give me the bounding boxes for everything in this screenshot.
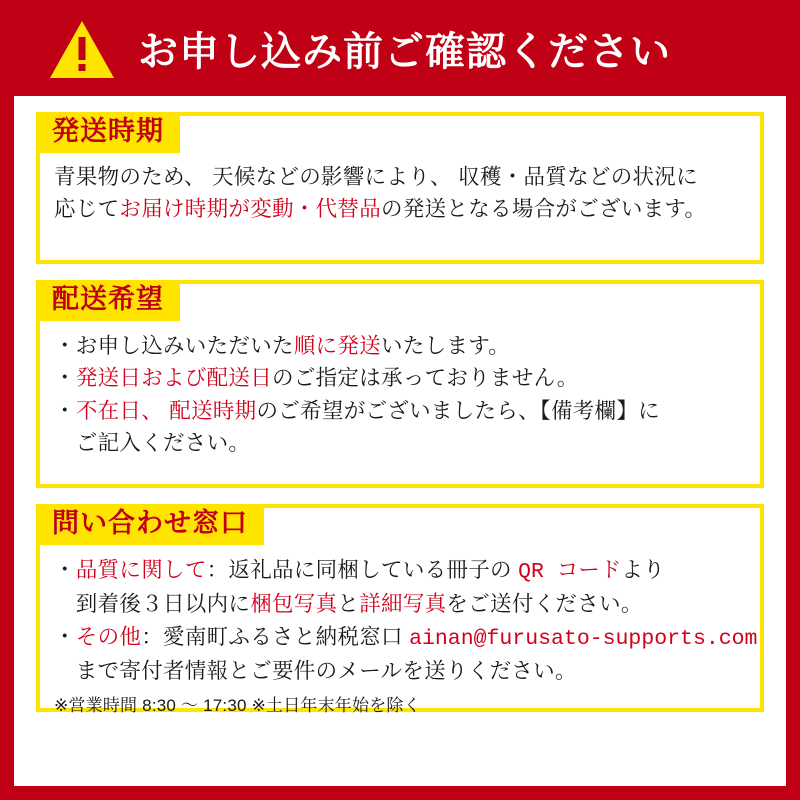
text-run: より (621, 558, 665, 582)
text-run-highlight: その他 (75, 624, 142, 649)
text-run-highlight: 順に発送 (293, 334, 382, 358)
text-run: ：返礼品に同梱している冊子の (206, 558, 519, 582)
text-run-highlight: お届け時期が変動・代替品 (119, 196, 382, 221)
text-line (54, 162, 746, 194)
text-run: ・ (54, 558, 76, 582)
section-content (54, 538, 758, 716)
section-content (54, 314, 746, 459)
warning-triangle-icon (48, 19, 116, 81)
list-item (54, 330, 746, 362)
text-run: まで寄付者情報とご要件のメールを送りください。 (54, 658, 577, 683)
section-contact-desk (36, 504, 764, 715)
list-item-continuation (54, 588, 746, 620)
contact-email[interactable]: ainan@furusato-supports.com (409, 626, 758, 651)
poster-header (0, 0, 800, 96)
section-title: 配送希望 (36, 280, 180, 321)
text-run-highlight: 不在日、 配送時期 (75, 398, 257, 423)
text-run: の発送となる場合がございます。 (381, 196, 707, 221)
section-shipping-period (36, 112, 764, 264)
section-title: 発送時期 (36, 112, 180, 153)
text-run-highlight: 発送日および配送日 (75, 366, 273, 391)
text-run: と (337, 592, 360, 617)
list-item-continuation (54, 427, 746, 459)
text-line (54, 194, 746, 226)
business-hours-note: ※営業時間 8:30 ～ 17:30 ※土日年末年始を除く (54, 696, 421, 715)
text-run: 応じて (54, 196, 120, 221)
text-run: ・ (54, 624, 76, 649)
text-run: をご送付ください。 (446, 592, 643, 617)
text-run: のご指定は承っておりません。 (272, 366, 579, 391)
text-run: 青果物のため、 天候などの影響により、 収穫・品質などの状況に (54, 165, 698, 189)
notice-body (14, 96, 786, 786)
list-item-continuation (54, 655, 746, 687)
text-run: のご希望がございましたら、【備考欄】に (256, 398, 660, 423)
text-run: ・ (54, 398, 76, 423)
list-item (54, 621, 758, 655)
section-delivery-request (36, 280, 764, 488)
text-run-highlight: QR コード (518, 560, 622, 584)
section-content (54, 146, 746, 226)
text-run: ：愛南町ふるさと納税窓口 (141, 624, 410, 649)
text-run: ・ (54, 366, 76, 391)
list-item (54, 554, 746, 588)
list-item (54, 395, 746, 427)
text-run: いたします。 (381, 334, 511, 358)
section-title: 問い合わせ窓口 (36, 504, 264, 545)
text-run: ・お申し込みいただいた (54, 334, 294, 358)
text-run: 到着後３日以内に (54, 592, 251, 617)
text-run-highlight: 詳細写真 (359, 592, 447, 617)
text-run-highlight: 品質に関して (75, 558, 207, 582)
list-item (54, 362, 746, 394)
text-run-highlight: 梱包写真 (250, 592, 338, 617)
text-run: ご記入ください。 (54, 430, 251, 455)
page-title: お申し込み前ご確認ください (138, 29, 671, 74)
